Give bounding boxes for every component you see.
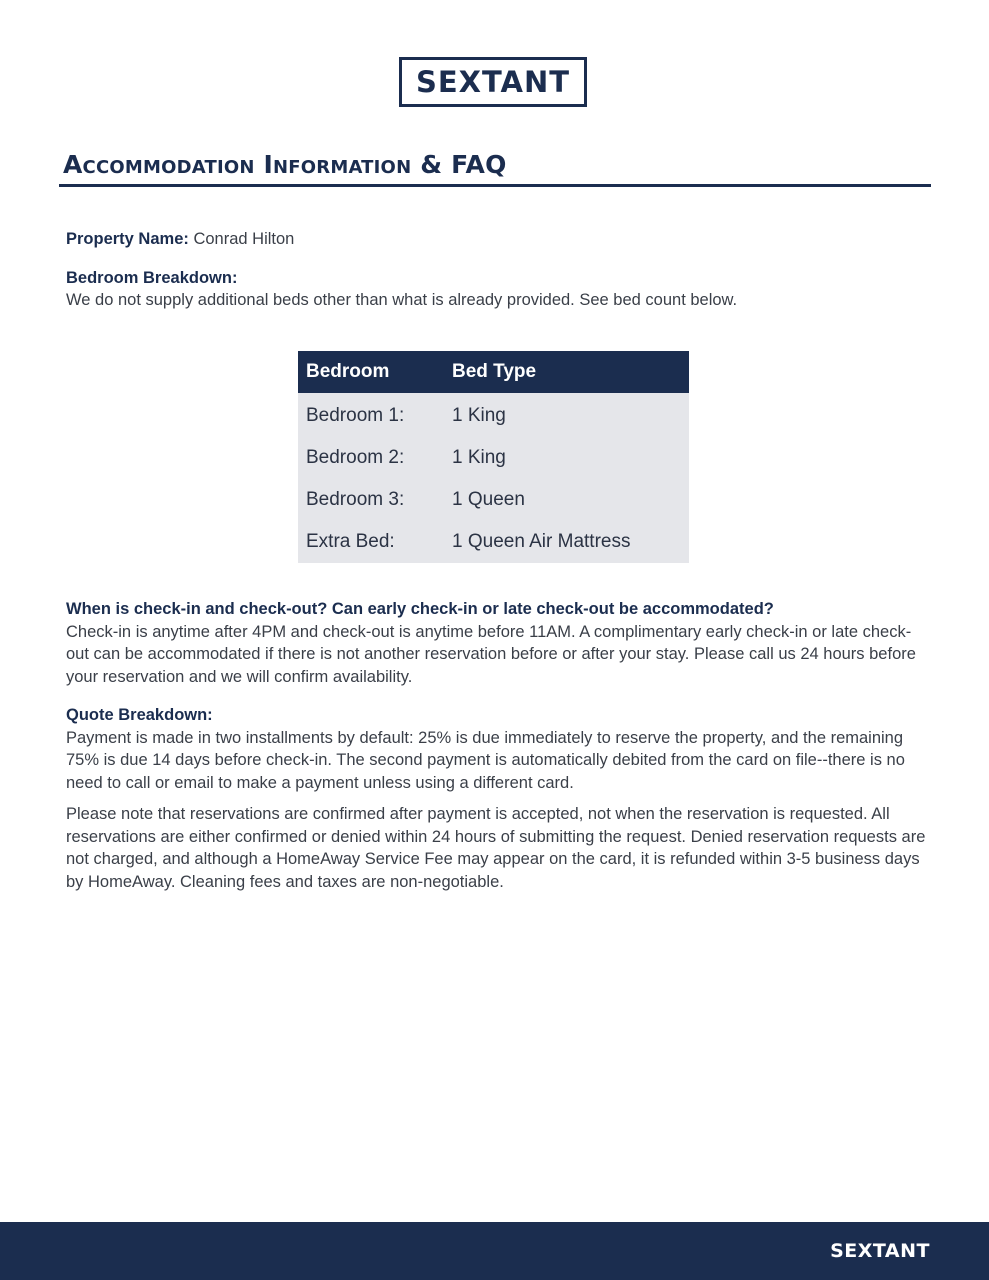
footer-band xyxy=(0,1222,989,1280)
property-line xyxy=(66,228,928,251)
footer-logo: SEXTANT xyxy=(830,1240,930,1262)
checkin-question: When is check-in and check-out? Can early check-in or late check-out be accommodated? xyxy=(66,600,774,618)
table-row xyxy=(298,521,689,563)
bed-table-header-row xyxy=(298,351,689,393)
table-row xyxy=(298,437,689,479)
quote-paragraph-2: Please note that reservations are confirmed after payment is accepted, not when the reservation is requested. All reservations are either confirmed or denied within 24 hours of submitting the request. Denied reservation requests are not charged, and although a HomeAway Service Fee may appear on the card, it is refunded within 3-5 business days by HomeAway. Cleaning fees and taxes are non-negotiable. xyxy=(66,805,926,891)
sextant-logo xyxy=(399,57,587,107)
page-title: Accommodation Information & FAQ xyxy=(63,150,507,179)
bed-table-header-bedroom: Bedroom xyxy=(298,351,444,393)
bedroom-cell: Bedroom 1: xyxy=(298,393,444,437)
bedroom-breakdown-text: We do not supply additional beds other than what is already provided. See bed count below. xyxy=(66,291,738,309)
table-row xyxy=(298,393,689,437)
bed-type-cell: 1 Queen Air Mattress xyxy=(444,521,689,563)
bed-type-cell: 1 King xyxy=(444,393,689,437)
bed-table xyxy=(298,351,689,563)
bedroom-cell: Bedroom 3: xyxy=(298,479,444,521)
faq-section xyxy=(66,598,928,893)
bedroom-breakdown-heading: Bedroom Breakdown: xyxy=(66,268,238,287)
bedroom-cell: Bedroom 2: xyxy=(298,437,444,479)
logo-text: SEXTANT xyxy=(415,65,571,99)
property-value: Conrad Hilton xyxy=(193,230,295,248)
quote-paragraph-1: Payment is made in two installments by default: 25% is due immediately to reserve the property, and the remaining 75% is due 14 days before check-in. The second payment is automatically debited from the card on file--there is no need to call or email to make a payment unless using a different card. xyxy=(66,728,905,792)
title-divider xyxy=(59,184,931,187)
property-label: Property Name: xyxy=(66,230,189,248)
checkin-answer: Check-in is anytime after 4PM and check-out is anytime before 11AM. A complimentary early check-in or late check-out can be accommodated if there is not another reservation before or after your stay. Please call us 24 hours before your reservation and we will confirm availability. xyxy=(66,622,916,686)
bed-type-cell: 1 Queen xyxy=(444,479,689,521)
document-body xyxy=(66,228,928,312)
bed-type-cell: 1 King xyxy=(444,437,689,479)
table-row xyxy=(298,479,689,521)
quote-breakdown-heading: Quote Breakdown: xyxy=(66,706,213,724)
bedroom-cell: Extra Bed: xyxy=(298,521,444,563)
bed-table-header-bed-type: Bed Type xyxy=(444,351,689,393)
